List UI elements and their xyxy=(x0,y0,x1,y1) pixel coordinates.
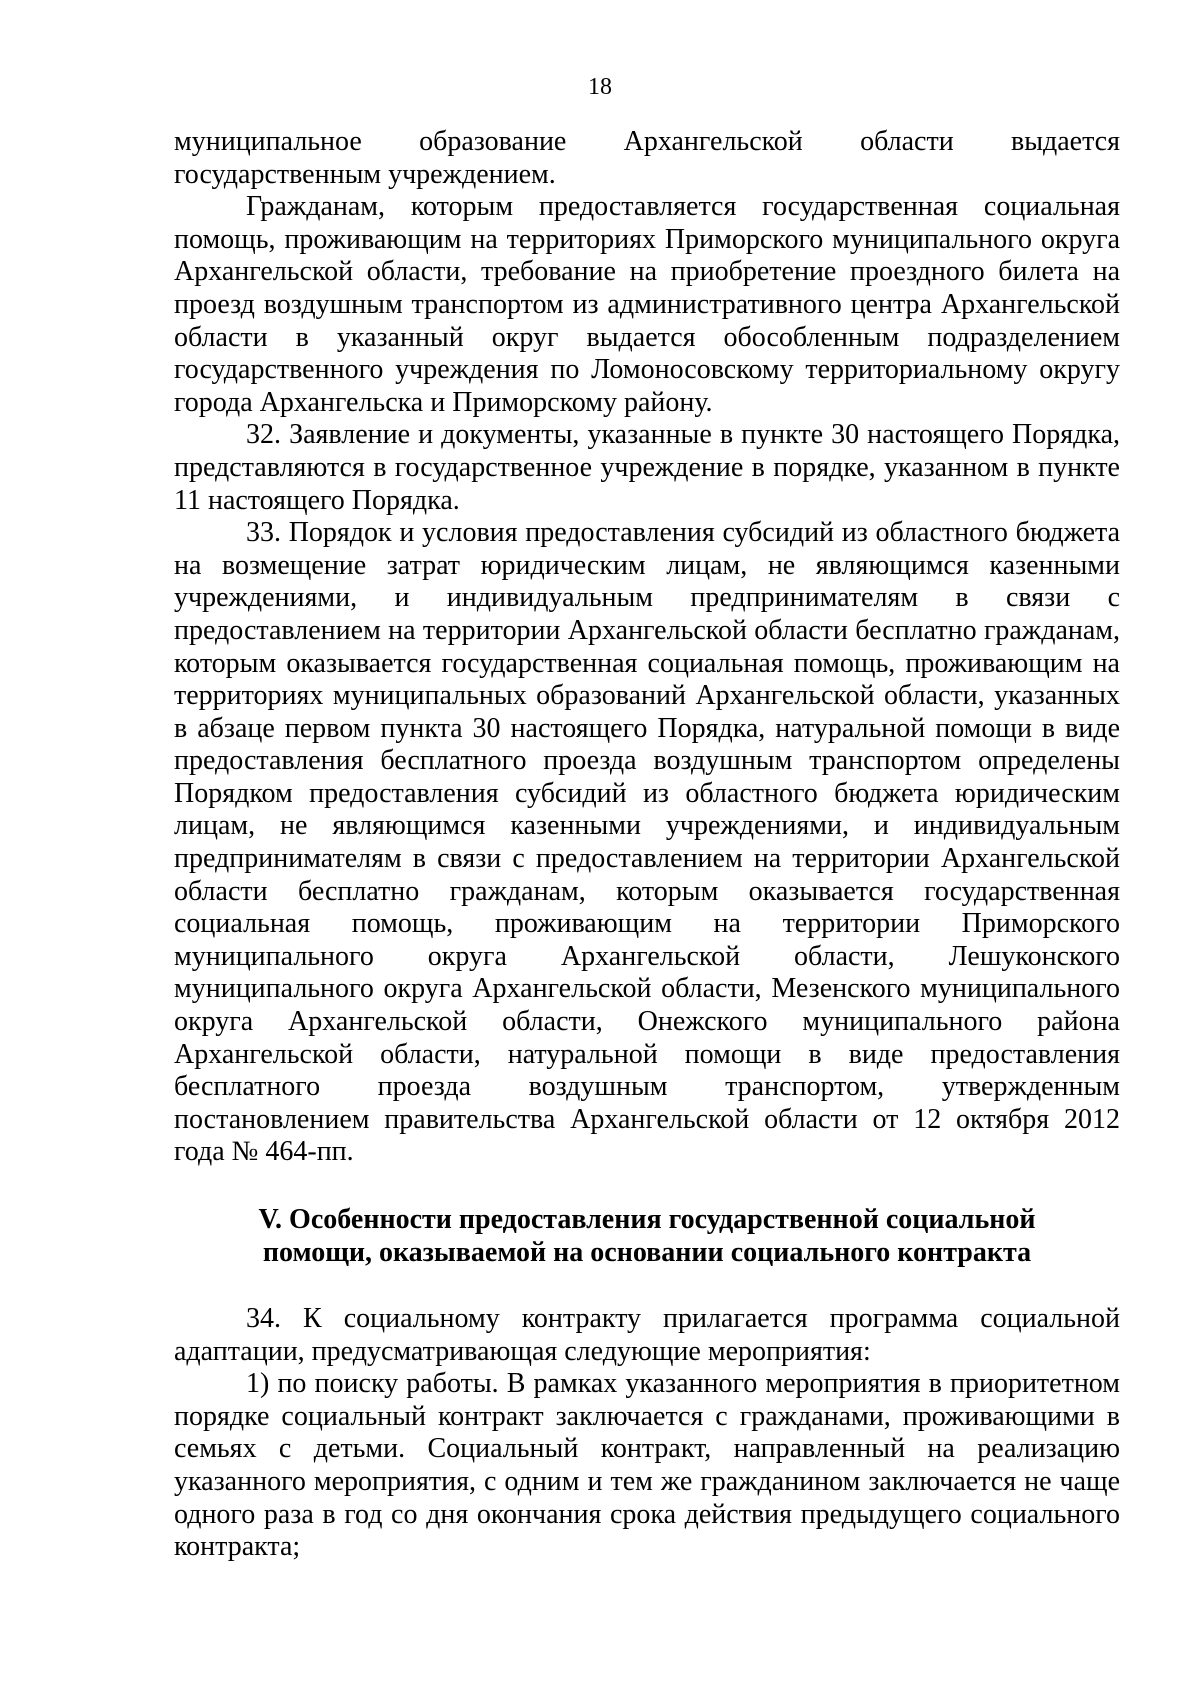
section-heading xyxy=(174,1203,1120,1269)
section-heading-line: V. Особенности предоставления государственной социальной xyxy=(258,1204,1036,1235)
paragraph-item-33: 33. Порядок и условия предоставления субсидий из областного бюджета на возмещение затрат юридическим лицам, не являющимся казенными учреждениями, и индивидуальным предпринимателям в связи с предоставлением на территории Архангельской области бесплатно гражданам, которым оказывается государственная социальная помощь, проживающим на территориях муниципальных образований Архангельской области, указанных в абзаце первом пункта 30 настоящего Порядка, натуральной помощи в виде предоставления бесплатного проезда воздушным транспортом определены Порядком предоставления субсидий из областного бюджета юридическим лицам, не являющимся казенными учреждениями, и индивидуальным предпринимателям в связи с предоставлением на территории Архангельской области бесплатно гражданам, которым оказывается государственная социальная помощь, проживающим на территории Приморского муниципального округа Архангельской области, Лешуконского муниципального округа Архангельской области, Мезенского муниципального округа Архангельской области, Онежского муниципального района Архангельской области, натуральной помощи в виде предоставления бесплатного проезда воздушным транспортом, утвержденным постановлением правительства Архангельской области от 12 октября 2012 года № 464-пп. xyxy=(174,517,1120,1168)
paragraph: Гражданам, которым предоставляется государственная социальная помощь, проживающим на территориях Приморского муниципального округа Архангельской области, требование на приобретение проездного билета на проезд воздушным транспортом из административного центра Архангельской области в указанный округ выдается обособленным подразделением государственного учреждения по Ломоносовскому территориальному округу города Архангельска и Приморскому району. xyxy=(174,191,1120,418)
paragraph-item-32: 32. Заявление и документы, указанные в пункте 30 настоящего Порядка, представляются в государственное учреждение в порядке, указанном в пункте 11 настоящего Порядка. xyxy=(174,419,1120,516)
document-body xyxy=(174,126,1120,1564)
paragraph: муниципальное образование Архангельской области выдается государственным учреждением. xyxy=(174,126,1120,190)
page-number: 18 xyxy=(588,74,612,100)
paragraph-item-34: 34. К социальному контракту прилагается программа социальной адаптации, предусматривающая следующие мероприятия: xyxy=(174,1303,1120,1367)
paragraph-subitem-1: 1) по поиску работы. В рамках указанного мероприятия в приоритетном порядке социальный контракт заключается с гражданами, проживающими в семьях с детьми. Социальный контракт, направленный на реализацию указанного мероприятия, с одним и тем же гражданином заключается не чаще одного раза в год со дня окончания срока действия предыдущего социального контракта; xyxy=(174,1368,1120,1563)
section-heading-line: помощи, оказываемой на основании социального контракта xyxy=(262,1237,1032,1268)
